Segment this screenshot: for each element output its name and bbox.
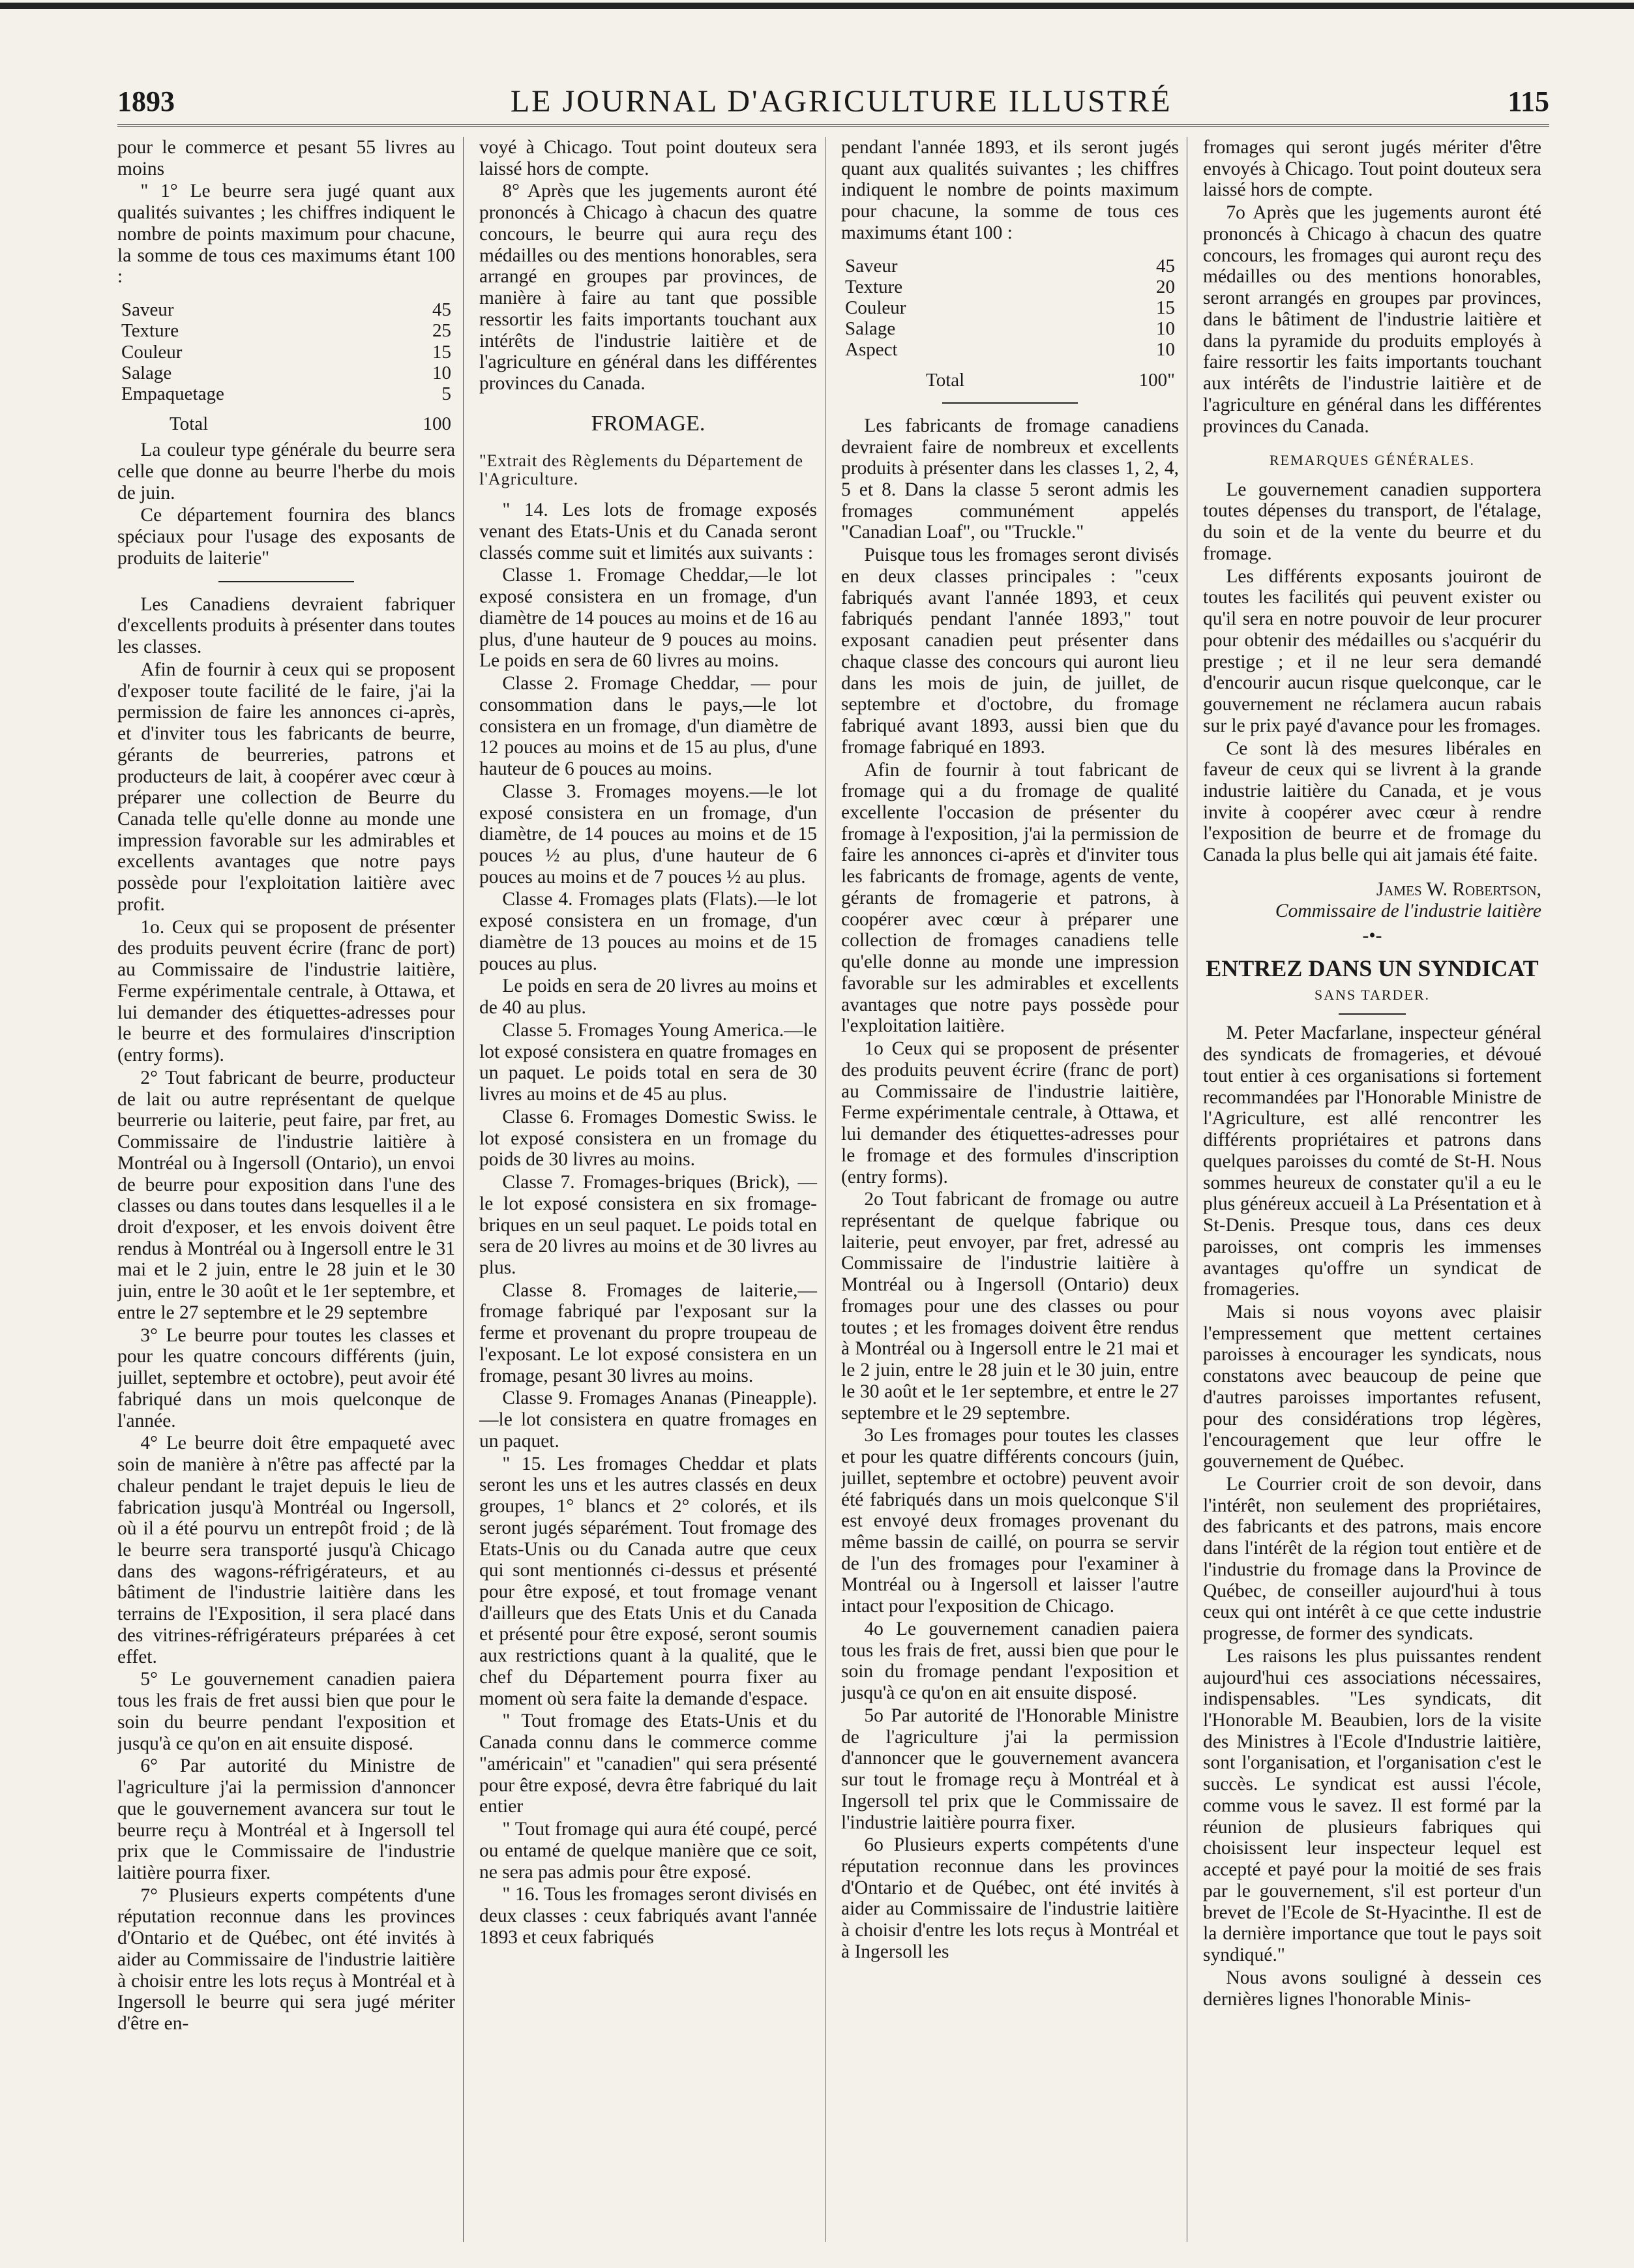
ornament: -•- — [1362, 925, 1382, 947]
section-divider — [1339, 1013, 1406, 1015]
signature-role: Commissaire de l'industrie laitière — [1275, 900, 1541, 921]
paragraph: Mais si nous voyons avec plaisir l'empressement que mettent certaines paroisses à encourager les syndicats, nous constatons avec beaucoup de peine que d'autres paroisses importantes refusent, pour des considérations trop légères, l'encouragement que leur offre le gouvernement de Québec. — [1203, 1302, 1541, 1472]
paragraph: Ce département fournira des blancs spéciaux pour l'usage des exposants de produits de laiterie" — [117, 505, 455, 569]
score-row — [841, 339, 1179, 360]
paragraph: 1o. Ceux qui se proposent de présenter des produits peuvent écrire (franc de port) au Commissaire de l'industrie laitière, Ferme expérimentale centrale, à Ottawa, et lui demander des étiquettes-adresses pour le beurre et des formulaires d'inscription (entry forms). — [117, 916, 455, 1066]
paragraph: pour le commerce et pesant 55 livres au moins — [117, 137, 455, 179]
score-total-row — [117, 404, 455, 434]
paragraph: 3° Le beurre pour toutes les classes et pour les quatre concours différents (juin, juillet, septembre et octobre), peut avoir été fabriqué dans un mois quelconque de l'année. — [117, 1324, 455, 1431]
score-total-row — [841, 361, 1179, 391]
paragraph: " 14. Les lots de fromage exposés venant des Etats-Unis et du Canada seront classés comme suit et limités aux suivants : — [479, 500, 817, 563]
paragraph: Les raisons les plus puissantes rendent aujourd'hui ces associations nécessaires, indispensables. "Les syndicats, dit l'Honorable M. Beaubien, lors de la visite des Ministres à l'Ecole d'Industrie laitière, sont l'organisation, et l'organisation c'est le succès. Le syndicat est aussi l'école, comme vous le savez. Il est formé par la réunion de plusieurs fabriques qui choisissent leur inspecteur lequel est accepté et payé pour la moitié de ses frais par le gouvernement, s'il est porteur d'un brevet de l'Ecole de St-Hyacinthe. Il est de la dernière importance que tout le pays soit syndiqué." — [1203, 1645, 1541, 1966]
paragraph: Afin de fournir à tout fabricant de fromage qui a du fromage de qualité excellente l'occasion de présenter du fromage à l'exposition, j'ai la permission de faire les annonces ci-après et d'inviter tous les fabricants de fromage, agents de vente, gérants de fromagerie et patrons, à coopérer avec cœur à préparer une collection de fromages canadiens telle qu'elle donne au monde une impression favorable sur les admirables et excellents avantages que notre pays possède pour l'exploitation laitière. — [841, 759, 1179, 1037]
paragraph: " 1° Le beurre sera jugé quant aux qualités suivantes ; les chiffres indiquent le nombre de points maximum pour chacune, la somme de tous ces maximums étant 100 : — [117, 181, 455, 288]
section-divider — [218, 581, 353, 582]
score-value: 10 — [432, 362, 451, 383]
paragraph: M. Peter Macfarlane, inspecteur général des syndicats de fromageries, et dévoué tout entier à ces organisations si fortement recommandées par l'Honorable Ministre de l'Agriculture, est allé rencontrer les différents propriétaires et patrons dans quelques paroisses du comté de St-H. Nous sommes heureux de constater qu'il a eu le plus généreux accueil à La Présentation et à St-Denis. Presque tous, dans ces deux paroisses, ont compris les immenses avantages qu'offre un syndicat de fromageries. — [1203, 1022, 1541, 1300]
paragraph: 1o Ceux qui se proposent de présenter des produits peuvent écrire (franc de port) au Commissaire de l'industrie laitière, Ferme expérimentale centrale, à Ottawa, et lui demander des étiquettes-adresses pour le fromage et des formules d'inscription (entry forms). — [841, 1038, 1179, 1187]
score-label: Saveur — [845, 255, 898, 276]
total-value: 100" — [1138, 369, 1175, 391]
paragraph: " Tout fromage qui aura été coupé, percé ou entamé de quelque manière que ce soit, ne sera pas admis pour être exposé. — [479, 1819, 817, 1883]
paragraph: Les Canadiens devraient fabriquer d'excellents produits à présenter dans toutes les classes. — [117, 593, 455, 658]
paragraph: Puisque tous les fromages seront divisés en deux classes principales : "ceux fabriqués avant l'année 1893, et ceux fabriqués pendant l'année 1893," tout exposant canadien peut présenter dans chaque classe des concours qui auront lieu dans les mois de juin, de juillet, de septembre et d'octobre, du fromage fabriqué avant 1893, aussi bien que du fromage fabriqué en 1893. — [841, 545, 1179, 758]
butter-score-table — [117, 299, 455, 434]
paragraph: 5o Par autorité de l'Honorable Ministre de l'agriculture j'ai la permission d'annoncer que le gouvernement avancera sur tout le fromage reçu à Montréal et à Ingersoll tel prix que le Commissaire de l'industrie laitière pourra fixer. — [841, 1705, 1179, 1833]
paragraph: Classe 1. Fromage Cheddar,—le lot exposé consistera en un fromage, d'un diamètre de 14 pouces au moins et de 16 au plus, d'une hauteur de 9 pouces au moins. Le poids en sera de 60 livres au moins. — [479, 565, 817, 672]
paragraph: Classe 6. Fromages Domestic Swiss. le lot exposé consistera en un fromage du poids de 30 livres au moins. — [479, 1106, 817, 1171]
paragraph: " 15. Les fromages Cheddar et plats seront les uns et les autres classés en deux groupes, 1° blancs et 2° colorés, et ils seront jugés séparément. Tout fromage des Etats-Unis ou du Canada autre que ceux qui sont mentionnés ci-dessus et présenté pour être exposé, et tout fromage venant d'ailleurs que des Etats Unis et du Canada et présenté pour être exposé, seront soumis aux restrictions quant à la qualité, que le chef du Département pourra fixer au moment où sera faite la demande d'espace. — [479, 1453, 817, 1709]
score-value: 45 — [432, 299, 451, 321]
paragraph: Classe 5. Fromages Young America.—le lot exposé consistera en quatre fromages en un paquet. Le poids total en sera de 30 livres au moins et de 45 au plus. — [479, 1019, 817, 1105]
signature-name: James W. Robertson, — [1376, 878, 1541, 900]
score-label: Aspect — [845, 339, 898, 361]
paragraph: Classe 3. Fromages moyens.—le lot exposé consistera en un fromage, d'un diamètre, de 14 pouces au moins et de 15 pouces ½ au plus, d'une hauteur de 6 pouces au moins et de 7 pouces ½ au plus. — [479, 781, 817, 888]
total-label: Total — [170, 413, 209, 435]
score-value: 5 — [441, 383, 451, 404]
paragraph: La couleur type générale du beurre sera celle que donne au beurre l'herbe du mois de juin. — [117, 440, 455, 503]
remarks-heading: REMARQUES GÉNÉRALES. — [1269, 452, 1475, 469]
score-value: 25 — [432, 320, 451, 342]
score-row — [841, 318, 1179, 339]
paragraph: 7° Plusieurs experts compétents d'une réputation reconnue dans les provinces d'Ontario et de Québec, ont été invités à aider au Commissaire de l'industrie laitière à choisir entre les lots reçus à Montréal et à Ingersoll le beurre qui sera jugé mériter d'être en- — [117, 1885, 455, 2035]
article-subtitle: SANS TARDER. — [1314, 987, 1431, 1004]
paragraph: 7o Après que les jugements auront été prononcés à Chicago à chacun des quatre concours, les fromages qui auront reçu des médailles ou des mentions honorables, seront arrangés en groupes par provinces, dans le bâtiment de l'industrie laitière et dans la pyramide du produits employés à faire ressortir les faits importants touchant aux intérêts de l'industrie laitière et de l'agriculture en général dans les différentes provinces du Canada. — [1203, 202, 1541, 437]
paragraph: 5° Le gouvernement canadien paiera tous les frais de fret aussi bien que pour le soin du beurre pendant l'exposition et jusqu'à ce qu'on en ait ensuite disposé. — [117, 1669, 455, 1754]
paragraph: fromages qui seront jugés mériter d'être envoyés à Chicago. Tout point douteux sera laissé hors de compte. — [1203, 137, 1541, 201]
paragraph: Les différents exposants jouiront de toutes les facilités qui peuvent exister ou qu'il sera en notre pouvoir de leur procurer pour obtenir des médailles ou s'acquérir du prestige ; et il ne leur sera demandé d'encourir aucun risque quelconque, car le gouvernement ne réclamera aucun rabais sur le prix payé d'avance pour les fromages. — [1203, 565, 1541, 736]
paragraph: " 16. Tous les fromages seront divisés en deux classes : ceux fabriqués avant l'année 1893 et ceux fabriqués — [479, 1884, 817, 1948]
score-value: 15 — [1156, 297, 1175, 319]
score-value: 20 — [1156, 276, 1175, 297]
column-2 — [479, 137, 825, 2242]
section-divider — [942, 402, 1077, 404]
score-row — [841, 297, 1179, 318]
paragraph: " Tout fromage des Etats-Unis et du Canada connu dans le commerce comme "américain" et "canadien" qui sera présenté pour être exposé, devra être fabriqué du lait entier — [479, 1710, 817, 1817]
score-label: Texture — [845, 276, 903, 297]
paragraph: 6o Plusieurs experts compétents d'une réputation reconnue dans les provinces d'Ontario et de Québec, ont été invités à aider au Commissaire de l'industrie laitière à choisir d'entre les lots reçus à Montréal et à Ingersoll les — [841, 1834, 1179, 1962]
paragraph: Le gouvernement canadien supportera toutes dépenses du transport, de l'étalage, du soin et de la vente du beurre et du fromage. — [1203, 479, 1541, 564]
score-label: Salage — [845, 318, 896, 340]
score-row — [117, 299, 455, 320]
header-year: 1893 — [117, 85, 175, 117]
paragraph: Classe 8. Fromages de laiterie,—fromage fabriqué par l'exposant sur la ferme et provenant du propre troupeau de l'exposant. Le lot exposé consistera en un fromage, pesant 30 livres au moins. — [479, 1279, 817, 1386]
score-value: 45 — [1156, 255, 1175, 276]
paragraph: voyé à Chicago. Tout point douteux sera laissé hors de compte. — [479, 137, 817, 179]
paragraph: Ce sont là des mesures libérales en faveur de ceux qui se livrent à la grande industrie laitière du Canada, et je vous invite à coopérer avec cœur à rendre l'exposition de beurre et de fromage du Canada la plus belle qui ait jamais été faite. — [1203, 738, 1541, 866]
score-row — [117, 363, 455, 383]
paragraph: Classe 2. Fromage Cheddar, — pour consommation dans le pays,—le lot consistera en un fromage, d'un diamètre de 12 pouces au moins et de 15 au plus, d'une hauteur de 6 pouces au moins. — [479, 673, 817, 780]
cheese-score-table — [841, 256, 1179, 391]
section-heading-fromage: FROMAGE. — [591, 411, 706, 436]
paragraph: Nous avons souligné à dessein ces dernières lignes l'honorable Minis- — [1203, 1967, 1541, 2010]
score-row — [117, 320, 455, 341]
total-label: Total — [926, 369, 965, 391]
paragraph: Classe 9. Fromages Ananas (Pineapple).—le lot consistera en quatre fromages en un paquet. — [479, 1388, 817, 1452]
column-1 — [117, 137, 464, 2242]
score-label: Saveur — [121, 299, 174, 321]
journal-title: LE JOURNAL D'AGRICULTURE ILLUSTRÉ — [510, 83, 1172, 119]
score-value: 15 — [432, 341, 451, 363]
column-4 — [1203, 137, 1549, 2242]
paragraph: 8° Après que les jugements auront été prononcés à Chicago à chacun des quatre concours, le beurre qui aura reçu des médailles ou des mentions honorables, sera arrangé en groupes par provinces, de manière à faire au tant que possible ressortir les faits importants touchant aux intérêts de l'industrie laitière et de l'agriculture en général dans les différentes provinces du Canada. — [479, 181, 817, 395]
score-value: 10 — [1156, 339, 1175, 361]
score-label: Salage — [121, 362, 172, 383]
score-label: Couleur — [121, 341, 183, 363]
paragraph: Le poids en sera de 20 livres au moins et de 40 au plus. — [479, 976, 817, 1019]
score-label: Empaquetage — [121, 383, 224, 404]
score-label: Couleur — [845, 297, 906, 319]
page-header — [117, 78, 1549, 127]
paragraph: Le Courrier croit de son devoir, dans l'intérêt, non seulement des propriétaires, des fabricants et des patrons, mais encore dans l'intérêt de la région tout entière et de l'industrie du fromage dans la Province de Québec, de conseiller aujourd'hui à tous ceux qui ont intérêt à ce que cette industrie progresse, de former des syndicats. — [1203, 1473, 1541, 1645]
page-number: 115 — [1508, 85, 1549, 117]
score-value: 10 — [1156, 318, 1175, 340]
paragraph: 2° Tout fabricant de beurre, producteur de lait ou autre représentant de quelque beurrerie ou laiterie, peut faire, par fret, au Commissaire de l'industrie laitière à Montréal ou à Ingersoll (Ontario), un envoi de beurre pour exposition dans l'une des classes ou dans toutes dans lesquelles il a le droit d'exposer, et les envois doivent être rendus à Montréal ou à Ingersoll entre le 31 mai et le 2 juin, entre le 28 juin et le 30 juin, entre le 30 août et le 1er septembre, et entre le 27 septembre et le 29 septembre — [117, 1067, 455, 1323]
article-title: ENTREZ DANS UN SYNDICAT — [1206, 955, 1539, 982]
article-columns — [117, 137, 1549, 2242]
score-row — [117, 383, 455, 404]
extract-title: "Extrait des Règlements du Département de l'Agriculture. — [479, 451, 804, 489]
score-row — [841, 276, 1179, 297]
score-label: Texture — [121, 320, 179, 342]
top-rule — [0, 3, 1634, 9]
paragraph: Les fabricants de fromage canadiens devraient faire de nombreux et excellents produits à présenter dans les classes 1, 2, 4, 5 et 8. Dans la classe 5 seront admis les fromages communément appelés "Canadian Loaf", ou "Truckle." — [841, 415, 1179, 543]
paragraph: Afin de fournir à ceux qui se proposent d'exposer toute facilité de le faire, j'ai la permission de faire les annonces ci-après, et d'inviter tous les fabricants de beurre, gérants de beurreries, patrons et producteurs de lait, à coopérer avec cœur à préparer une collection de Beurre du Canada telle qu'elle donne au monde une impression favorable sur les admirables et excellents avantages que notre pays possède pour l'exploitation laitière avec profit. — [117, 659, 455, 915]
total-value: 100 — [423, 413, 451, 435]
paragraph: 2o Tout fabricant de fromage ou autre représentant de quelque fabrique ou laiterie, peut envoyer, par fret, adressé au Commissaire de l'industrie laitière à Montréal ou à Ingersoll (Ontario) deux fromages pour une des classes ou pour toutes ; et les fromages doivent être rendus à Montréal ou à Ingersoll entre le 21 mai et le 2 juin, entre le 28 juin et le 30 juin, entre le 30 août et le 1er septembre, et entre le 27 septembre et le 29 septembre. — [841, 1189, 1179, 1424]
paragraph: 4o Le gouvernement canadien paiera tous les frais de fret, aussi bien que pour le soin du fromage pendant l'exposition et jusqu'à ce qu'on en ait ensuite disposé. — [841, 1618, 1179, 1704]
paragraph: Classe 7. Fromages-briques (Brick), —le lot exposé consistera en six fromage-briques en un seul paquet. Le poids total en sera de 20 livres au moins et de 30 livres au plus. — [479, 1172, 817, 1278]
paragraph: 3o Les fromages pour toutes les classes et pour les quatre différents concours (juin, juillet, septembre et octobre) peuvent avoir été fabriqués dans un mois quelconque S'il est envoyé deux fromages provenant du même bassin de caillé, on pourra se servir de l'un des fromages pour l'examiner à Montréal ou à Ingersoll et laisser l'autre intact pour l'exposition de Chicago. — [841, 1425, 1179, 1617]
score-row — [117, 342, 455, 363]
column-3 — [841, 137, 1187, 2242]
paragraph: pendant l'année 1893, et ils seront jugés quant aux qualités suivantes ; les chiffres indiquent le nombre de points maximum pour chacune, la somme de tous ces maximums étant 100 : — [841, 137, 1179, 243]
paragraph: 6° Par autorité du Ministre de l'agriculture j'ai la permission d'annoncer que le gouvernement avancera sur tout le beurre reçu à Montréal et à Ingersoll tel prix que le Commissaire de l'industrie laitière pourra fixer. — [117, 1755, 455, 1883]
paragraph: 4° Le beurre doit être empaqueté avec soin de manière à n'être pas affecté par la chaleur pendant le trajet depuis le lieu de fabrication jusqu'à Montréal ou Ingersoll, où il a été pourvu un entrepôt froid ; de là le beurre sera transporté jusqu'à Chicago dans des wagons-réfrigérateurs, et au bâtiment de l'industrie laitière dans les terrains de l'Exposition, il sera placé dans des vitrines-réfrigérateurs préparées à cet effet. — [117, 1433, 455, 1667]
paragraph: Classe 4. Fromages plats (Flats).—le lot exposé consistera en un fromage, d'un diamètre de 13 pouces au moins et de 15 pouces au plus. — [479, 889, 817, 974]
score-row — [841, 256, 1179, 276]
